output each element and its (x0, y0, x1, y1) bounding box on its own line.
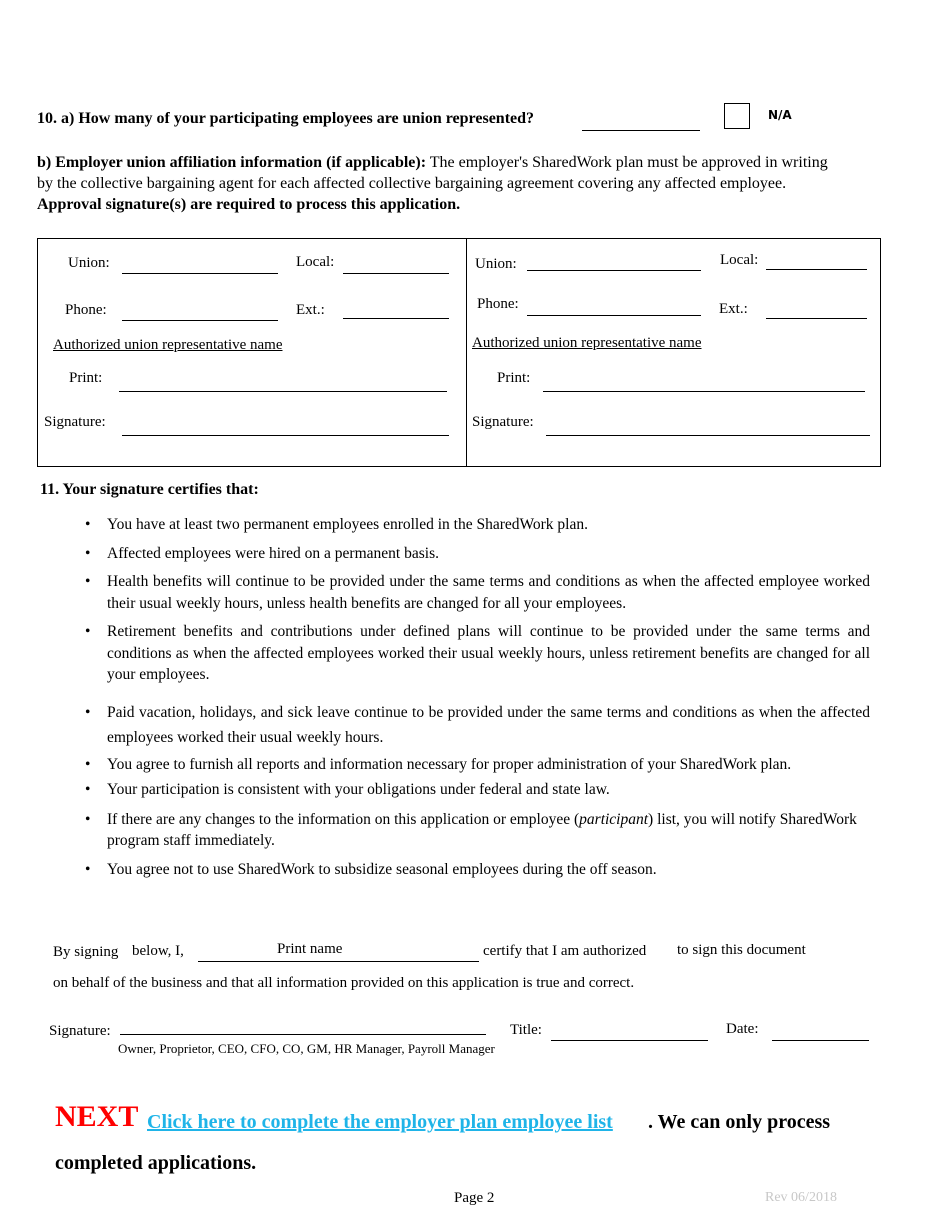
na-label: N/A (768, 108, 792, 122)
certify-item-changes-post: ) list, you will notify SharedWork program staff immediately. (107, 810, 857, 849)
union-field-right[interactable] (527, 270, 701, 271)
union-field-left[interactable] (122, 273, 278, 274)
page-number: Page 2 (454, 1190, 495, 1206)
ext-field-right[interactable] (766, 318, 867, 319)
print-name-placeholder: Print name (277, 941, 343, 957)
phone-label-right: Phone: (477, 296, 519, 312)
employee-list-link[interactable]: Click here to complete the employer plan employee list (147, 1111, 613, 1133)
local-field-left[interactable] (343, 273, 449, 274)
certify-item: • You have at least two permanent employees enrolled in the SharedWork plan. (107, 514, 870, 536)
signature-field-right[interactable] (546, 435, 870, 436)
certify-item: • You agree not to use SharedWork to subsidize seasonal employees during the off season. (107, 859, 870, 881)
certify-item-changes-pre: If there are any changes to the information on this application or employee ( (107, 810, 580, 828)
certify-item: • Affected employees were hired on a permanent basis. (107, 543, 870, 565)
local-label-left: Local: (296, 254, 335, 270)
ext-label-left: Ext.: (296, 302, 325, 318)
print-field-left[interactable] (119, 391, 447, 392)
question-10a: 10. a) How many of your participating employees are union represented? (37, 110, 535, 127)
union-affiliation-body: The employer's SharedWork plan must be approved in writing by the collective bargaining agent for each affected collective bargaining agreement covering any affected employee. (37, 154, 828, 192)
signature-label-left: Signature: (44, 414, 106, 430)
local-label-right: Local: (720, 252, 759, 268)
ext-label-right: Ext.: (719, 301, 748, 317)
certify-item: • Retirement benefits and contributions under defined plans will continue to be provided under the same terms and conditions as when the affected employees worked their usual weekly hours, unless retirement benefits are changed for all your employees. (107, 621, 870, 686)
certify-list (107, 514, 870, 880)
certify-true-text: on behalf of the business and that all information provided on this application is true and correct. (53, 975, 635, 991)
phone-field-right[interactable] (527, 315, 701, 316)
process-note-continued: completed applications. (55, 1152, 257, 1174)
revision-date: Rev 06/2018 (765, 1190, 837, 1205)
authorized-roles-caption: Owner, Proprietor, CEO, CFO, CO, GM, HR Manager, Payroll Manager (118, 1041, 495, 1056)
date-label: Date: (726, 1021, 759, 1037)
below-i-text: below, I, (132, 943, 184, 959)
date-field[interactable] (772, 1040, 869, 1041)
union-label-left: Union: (68, 255, 110, 271)
signature-field-left[interactable] (122, 435, 449, 436)
participant-term: participant (579, 810, 649, 828)
union-count-field[interactable] (582, 130, 700, 131)
local-field-right[interactable] (766, 269, 867, 270)
phone-label-left: Phone: (65, 302, 107, 318)
print-label-left: Print: (69, 370, 103, 386)
title-field[interactable] (551, 1040, 708, 1041)
phone-field-left[interactable] (122, 320, 278, 321)
approval-required-text: Approval signature(s) are required to process this application. (37, 196, 461, 213)
process-note: . We can only process (648, 1111, 831, 1133)
signature-label: Signature: (49, 1023, 111, 1039)
union-affiliation-paragraph (37, 152, 837, 215)
title-label: Title: (510, 1022, 542, 1038)
certify-authorized-text: certify that I am authorized (483, 943, 647, 959)
certify-item: • Your participation is consistent with your obligations under federal and state law. (107, 779, 870, 801)
to-sign-text: to sign this document (677, 942, 806, 958)
certify-item-changes (107, 809, 870, 852)
union-label-right: Union: (475, 256, 517, 272)
certify-item: • Paid vacation, holidays, and sick leave continue to be provided under the same terms and conditions as when the affected employees worked their usual weekly hours. (107, 700, 870, 750)
union-affiliation-heading: b) Employer union affiliation information (if applicable): (37, 154, 427, 171)
by-signing-text: By signing (53, 944, 119, 960)
na-checkbox[interactable] (724, 103, 750, 129)
print-field-right[interactable] (543, 391, 865, 392)
next-heading: NEXT (55, 1100, 139, 1133)
union-table-divider (466, 238, 467, 467)
rep-name-heading-left: Authorized union representative name (53, 337, 283, 353)
signature-field[interactable] (120, 1034, 486, 1035)
certify-item: • Health benefits will continue to be provided under the same terms and conditions as when the affected employee worked their usual weekly hours, unless health benefits are changed for all your employees. (107, 571, 870, 614)
signature-label-right: Signature: (472, 414, 534, 430)
certify-heading: 11. Your signature certifies that: (40, 481, 259, 498)
rep-name-heading-right: Authorized union representative name (472, 335, 702, 351)
certify-item: • You agree to furnish all reports and information necessary for proper administration of your SharedWork plan. (107, 754, 870, 776)
print-label-right: Print: (497, 370, 531, 386)
ext-field-left[interactable] (343, 318, 449, 319)
print-name-field[interactable] (198, 961, 479, 962)
